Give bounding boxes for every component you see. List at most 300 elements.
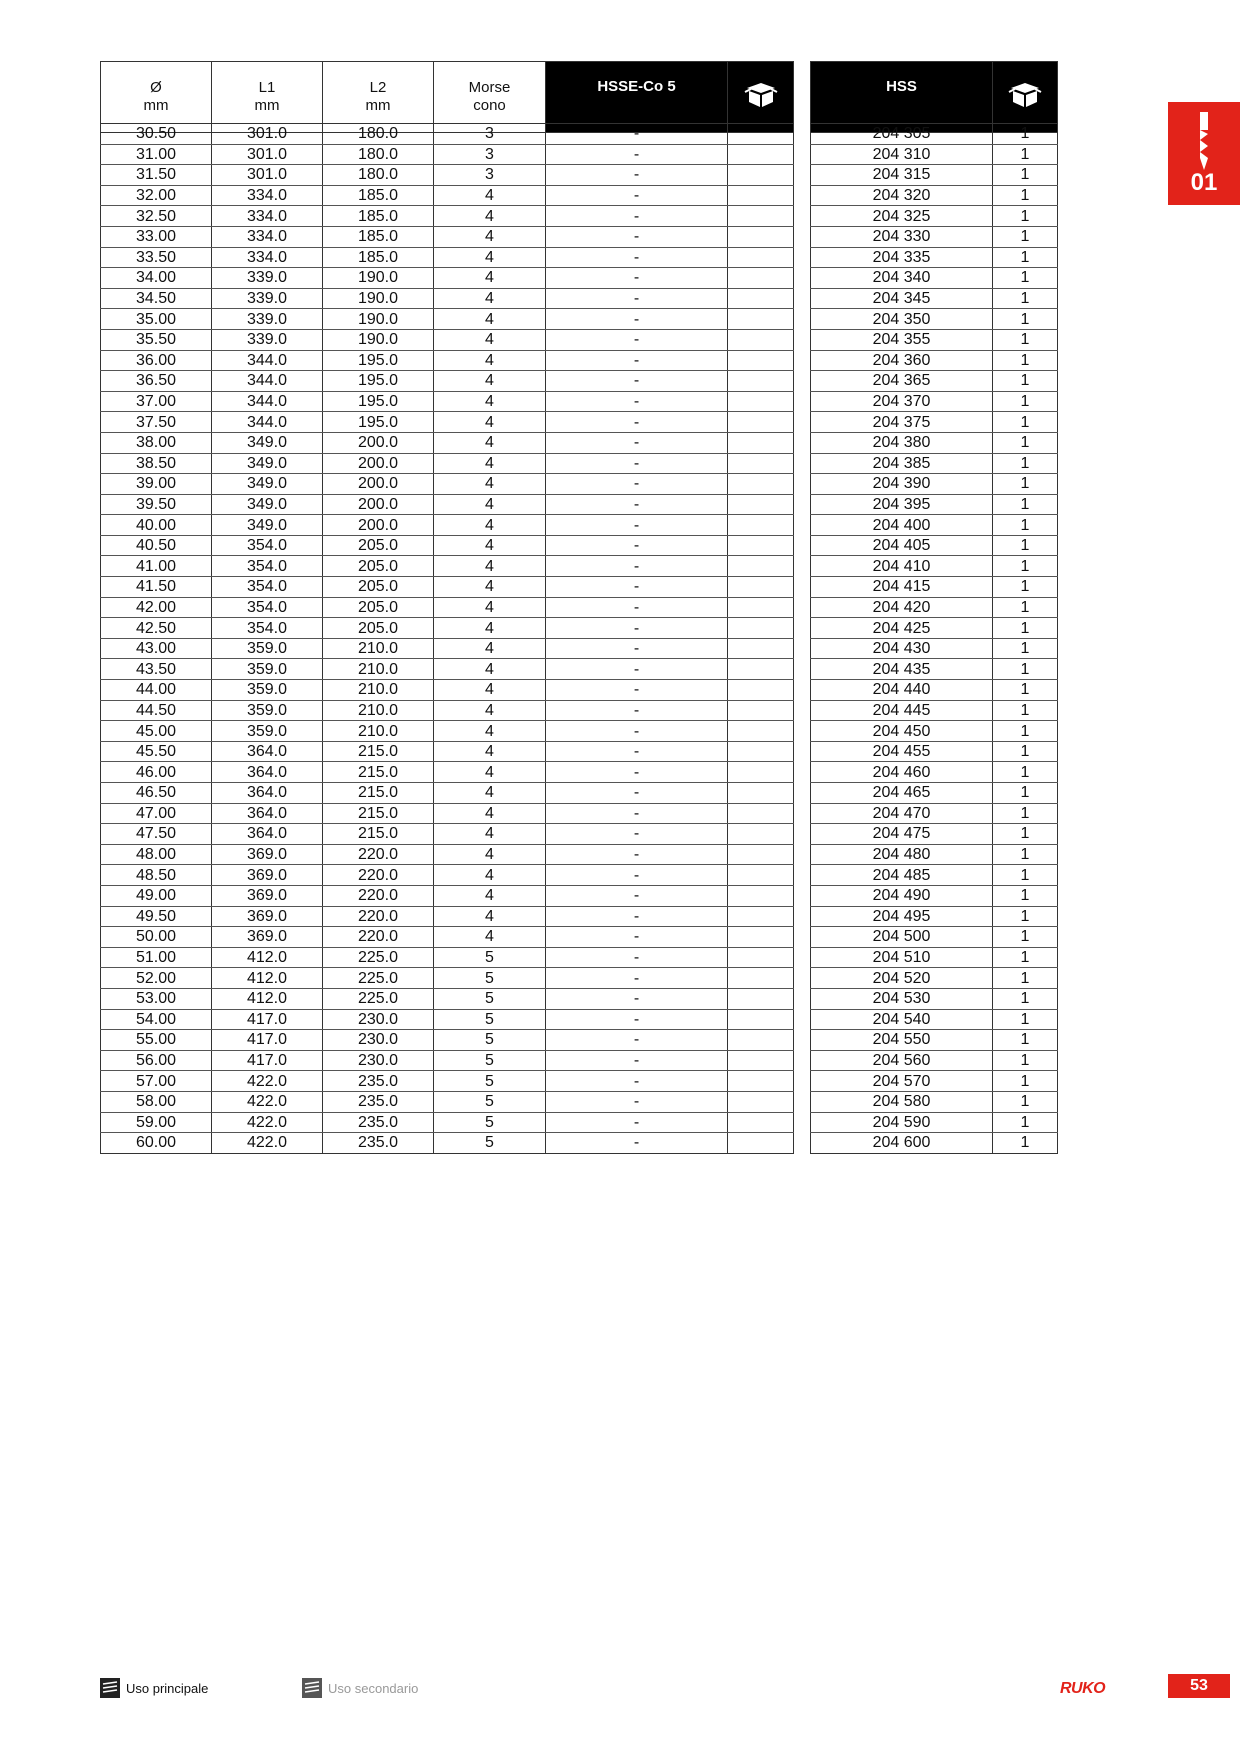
table-row [811, 165, 1058, 186]
cell-diameter: 46.00 [101, 762, 212, 783]
table-row [101, 350, 794, 371]
cell-pack-qty: 1 [993, 618, 1058, 639]
cell-article-number: 204 540 [811, 1009, 993, 1030]
cell-article-number: 204 425 [811, 618, 993, 639]
cell-l2: 185.0 [323, 247, 434, 268]
cell-l1: 364.0 [212, 824, 323, 845]
cell-hsse-pack [728, 515, 794, 536]
cell-pack-qty: 1 [993, 165, 1058, 186]
cell-l2: 205.0 [323, 556, 434, 577]
secondary-use-icon [302, 1678, 322, 1701]
legend-primary-label: Uso principale [126, 1680, 209, 1696]
table-row [101, 721, 794, 742]
cell-pack-qty: 1 [993, 885, 1058, 906]
table-row [101, 226, 794, 247]
cell-morse: 4 [434, 432, 546, 453]
cell-pack-qty: 1 [993, 1071, 1058, 1092]
cell-diameter: 32.50 [101, 206, 212, 227]
cell-diameter: 48.00 [101, 844, 212, 865]
cell-hsse: - [546, 1009, 728, 1030]
cell-diameter: 34.00 [101, 268, 212, 289]
cell-morse: 4 [434, 700, 546, 721]
cell-l1: 412.0 [212, 988, 323, 1009]
cell-morse: 4 [434, 226, 546, 247]
table-row [811, 144, 1058, 165]
cell-l1: 359.0 [212, 659, 323, 680]
cell-hsse-pack [728, 1009, 794, 1030]
cell-pack-qty: 1 [993, 268, 1058, 289]
table-row [811, 927, 1058, 948]
box-icon [728, 62, 794, 133]
cell-hsse: - [546, 268, 728, 289]
cell-hsse-pack [728, 247, 794, 268]
cell-diameter: 33.00 [101, 226, 212, 247]
table-row [811, 844, 1058, 865]
table-row [101, 741, 794, 762]
cell-hsse: - [546, 906, 728, 927]
cell-l2: 185.0 [323, 185, 434, 206]
cell-l1: 349.0 [212, 453, 323, 474]
cell-pack-qty: 1 [993, 1009, 1058, 1030]
cell-l1: 339.0 [212, 329, 323, 350]
table-row [811, 226, 1058, 247]
table-row [811, 432, 1058, 453]
table-row [101, 412, 794, 433]
cell-pack-qty: 1 [993, 185, 1058, 206]
cell-morse: 5 [434, 988, 546, 1009]
cell-pack-qty: 1 [993, 968, 1058, 989]
cell-morse: 4 [434, 556, 546, 577]
table-row [101, 762, 794, 783]
cell-l2: 190.0 [323, 268, 434, 289]
cell-l1: 334.0 [212, 206, 323, 227]
cell-diameter: 34.50 [101, 288, 212, 309]
cell-l2: 225.0 [323, 968, 434, 989]
table-row [811, 968, 1058, 989]
cell-pack-qty: 1 [993, 947, 1058, 968]
table-row [101, 494, 794, 515]
cell-morse: 5 [434, 968, 546, 989]
cell-pack-qty: 1 [993, 927, 1058, 948]
cell-pack-qty: 1 [993, 659, 1058, 680]
table-row [101, 124, 794, 145]
cell-l2: 190.0 [323, 329, 434, 350]
cell-hsse: - [546, 535, 728, 556]
cell-l2: 180.0 [323, 165, 434, 186]
cell-hsse: - [546, 618, 728, 639]
cell-hsse-pack [728, 721, 794, 742]
cell-diameter: 42.50 [101, 618, 212, 639]
cell-hsse-pack [728, 206, 794, 227]
cell-diameter: 57.00 [101, 1071, 212, 1092]
cell-hsse-pack [728, 1071, 794, 1092]
cell-l2: 195.0 [323, 350, 434, 371]
table-row [101, 1071, 794, 1092]
cell-article-number: 204 580 [811, 1091, 993, 1112]
cell-article-number: 204 400 [811, 515, 993, 536]
cell-l2: 210.0 [323, 680, 434, 701]
table-row [811, 350, 1058, 371]
cell-hsse-pack [728, 1133, 794, 1154]
cell-l2: 200.0 [323, 494, 434, 515]
cell-article-number: 204 370 [811, 391, 993, 412]
cell-l2: 200.0 [323, 474, 434, 495]
cell-hsse-pack [728, 659, 794, 680]
cell-article-number: 204 430 [811, 638, 993, 659]
cell-l1: 344.0 [212, 371, 323, 392]
cell-diameter: 58.00 [101, 1091, 212, 1112]
cell-hsse-pack [728, 1091, 794, 1112]
cell-l2: 205.0 [323, 535, 434, 556]
cell-article-number: 204 500 [811, 927, 993, 948]
cell-pack-qty: 1 [993, 721, 1058, 742]
cell-hsse: - [546, 206, 728, 227]
cell-l2: 205.0 [323, 597, 434, 618]
cell-diameter: 30.50 [101, 124, 212, 145]
cell-hsse-pack [728, 988, 794, 1009]
table-row [101, 1112, 794, 1133]
chapter-number: 01 [1190, 169, 1218, 196]
cell-pack-qty: 1 [993, 124, 1058, 145]
cell-l2: 235.0 [323, 1133, 434, 1154]
cell-l2: 200.0 [323, 515, 434, 536]
cell-l2: 230.0 [323, 1050, 434, 1071]
cell-diameter: 48.50 [101, 865, 212, 886]
table-row [811, 268, 1058, 289]
cell-article-number: 204 445 [811, 700, 993, 721]
cell-diameter: 47.50 [101, 824, 212, 845]
cell-pack-qty: 1 [993, 226, 1058, 247]
cell-hsse: - [546, 803, 728, 824]
table-row [811, 659, 1058, 680]
cell-hsse: - [546, 391, 728, 412]
table-row [101, 185, 794, 206]
cell-pack-qty: 1 [993, 988, 1058, 1009]
table-row [811, 1030, 1058, 1051]
cell-l1: 301.0 [212, 124, 323, 145]
cell-pack-qty: 1 [993, 1091, 1058, 1112]
cell-morse: 5 [434, 1050, 546, 1071]
cell-pack-qty: 1 [993, 865, 1058, 886]
cell-l2: 220.0 [323, 927, 434, 948]
table-row [811, 618, 1058, 639]
cell-pack-qty: 1 [993, 309, 1058, 330]
cell-diameter: 49.50 [101, 906, 212, 927]
cell-morse: 4 [434, 329, 546, 350]
table-row [811, 124, 1058, 145]
cell-pack-qty: 1 [993, 741, 1058, 762]
cell-article-number: 204 560 [811, 1050, 993, 1071]
cell-hsse: - [546, 762, 728, 783]
cell-article-number: 204 530 [811, 988, 993, 1009]
cell-article-number: 204 350 [811, 309, 993, 330]
cell-article-number: 204 440 [811, 680, 993, 701]
table-row [101, 659, 794, 680]
cell-article-number: 204 375 [811, 412, 993, 433]
cell-hsse-pack [728, 885, 794, 906]
cell-diameter: 38.00 [101, 432, 212, 453]
table-row [811, 577, 1058, 598]
cell-hsse-pack [728, 947, 794, 968]
cell-l1: 354.0 [212, 535, 323, 556]
cell-article-number: 204 550 [811, 1030, 993, 1051]
table-row [811, 185, 1058, 206]
table-row [811, 638, 1058, 659]
cell-l2: 225.0 [323, 947, 434, 968]
cell-morse: 4 [434, 247, 546, 268]
cell-l1: 369.0 [212, 865, 323, 886]
cell-morse: 4 [434, 885, 546, 906]
cell-morse: 3 [434, 165, 546, 186]
table-row [101, 432, 794, 453]
table-row [101, 206, 794, 227]
cell-l2: 225.0 [323, 988, 434, 1009]
cell-article-number: 204 345 [811, 288, 993, 309]
table-row [811, 741, 1058, 762]
table-row [101, 1091, 794, 1112]
cell-pack-qty: 1 [993, 144, 1058, 165]
cell-pack-qty: 1 [993, 432, 1058, 453]
table-row [811, 783, 1058, 804]
cell-l2: 220.0 [323, 844, 434, 865]
cell-morse: 4 [434, 844, 546, 865]
cell-hsse-pack [728, 824, 794, 845]
cell-diameter: 45.00 [101, 721, 212, 742]
cell-l1: 417.0 [212, 1050, 323, 1071]
cell-pack-qty: 1 [993, 803, 1058, 824]
cell-hsse-pack [728, 288, 794, 309]
cell-morse: 4 [434, 391, 546, 412]
cell-article-number: 204 330 [811, 226, 993, 247]
cell-hsse: - [546, 680, 728, 701]
cell-l2: 215.0 [323, 741, 434, 762]
cell-diameter: 32.00 [101, 185, 212, 206]
cell-hsse: - [546, 1112, 728, 1133]
cell-hsse: - [546, 432, 728, 453]
cell-hsse: - [546, 247, 728, 268]
cell-l1: 422.0 [212, 1133, 323, 1154]
cell-hsse-pack [728, 700, 794, 721]
cell-l2: 215.0 [323, 803, 434, 824]
cell-diameter: 39.50 [101, 494, 212, 515]
cell-l1: 349.0 [212, 515, 323, 536]
cell-pack-qty: 1 [993, 535, 1058, 556]
cell-l1: 412.0 [212, 968, 323, 989]
table-row [101, 927, 794, 948]
table-row [101, 885, 794, 906]
cell-article-number: 204 305 [811, 124, 993, 145]
table-row [101, 680, 794, 701]
cell-article-number: 204 320 [811, 185, 993, 206]
table-row [811, 474, 1058, 495]
cell-diameter: 44.00 [101, 680, 212, 701]
cell-l2: 220.0 [323, 885, 434, 906]
cell-diameter: 36.00 [101, 350, 212, 371]
cell-pack-qty: 1 [993, 700, 1058, 721]
table-row [811, 700, 1058, 721]
cell-diameter: 49.00 [101, 885, 212, 906]
cell-article-number: 204 390 [811, 474, 993, 495]
cell-pack-qty: 1 [993, 247, 1058, 268]
table-row [101, 371, 794, 392]
cell-l2: 215.0 [323, 783, 434, 804]
cell-morse: 4 [434, 515, 546, 536]
cell-morse: 4 [434, 309, 546, 330]
cell-l2: 210.0 [323, 721, 434, 742]
cell-l2: 180.0 [323, 124, 434, 145]
table-row [101, 165, 794, 186]
table-row [101, 783, 794, 804]
table-row [811, 1050, 1058, 1071]
cell-morse: 4 [434, 659, 546, 680]
cell-l1: 364.0 [212, 783, 323, 804]
cell-article-number: 204 380 [811, 432, 993, 453]
cell-l1: 349.0 [212, 494, 323, 515]
cell-l1: 344.0 [212, 412, 323, 433]
table-row [811, 906, 1058, 927]
cell-l1: 417.0 [212, 1030, 323, 1051]
cell-l2: 195.0 [323, 412, 434, 433]
cell-l1: 422.0 [212, 1091, 323, 1112]
table-row [811, 803, 1058, 824]
table-row [811, 762, 1058, 783]
cell-hsse-pack [728, 597, 794, 618]
cell-l1: 301.0 [212, 144, 323, 165]
chapter-tab [1168, 102, 1240, 205]
cell-article-number: 204 435 [811, 659, 993, 680]
cell-pack-qty: 1 [993, 597, 1058, 618]
cell-morse: 5 [434, 1071, 546, 1092]
table-row [101, 535, 794, 556]
cell-hsse-pack [728, 741, 794, 762]
cell-pack-qty: 1 [993, 762, 1058, 783]
cell-diameter: 53.00 [101, 988, 212, 1009]
cell-diameter: 60.00 [101, 1133, 212, 1154]
drill-bit-icon [1192, 110, 1216, 172]
cell-hsse: - [546, 865, 728, 886]
cell-hsse: - [546, 721, 728, 742]
cell-article-number: 204 570 [811, 1071, 993, 1092]
table-row [811, 556, 1058, 577]
cell-hsse-pack [728, 783, 794, 804]
table-row [101, 144, 794, 165]
cell-article-number: 204 600 [811, 1133, 993, 1154]
cell-hsse-pack [728, 350, 794, 371]
table-row [811, 309, 1058, 330]
cell-l2: 205.0 [323, 618, 434, 639]
cell-morse: 4 [434, 185, 546, 206]
cell-pack-qty: 1 [993, 680, 1058, 701]
cell-article-number: 204 335 [811, 247, 993, 268]
table-row [101, 1050, 794, 1071]
cell-hsse-pack [728, 1050, 794, 1071]
cell-hsse: - [546, 1030, 728, 1051]
table-row [101, 453, 794, 474]
table-row [101, 824, 794, 845]
cell-l1: 369.0 [212, 844, 323, 865]
cell-diameter: 35.00 [101, 309, 212, 330]
cell-hsse-pack [728, 865, 794, 886]
cell-l1: 364.0 [212, 803, 323, 824]
cell-morse: 5 [434, 1009, 546, 1030]
cell-hsse: - [546, 515, 728, 536]
cell-l2: 220.0 [323, 906, 434, 927]
cell-diameter: 33.50 [101, 247, 212, 268]
cell-diameter: 35.50 [101, 329, 212, 350]
cell-article-number: 204 590 [811, 1112, 993, 1133]
table-row [811, 247, 1058, 268]
cell-hsse-pack [728, 556, 794, 577]
cell-hsse: - [546, 988, 728, 1009]
cell-hsse-pack [728, 638, 794, 659]
table-row [811, 515, 1058, 536]
cell-hsse-pack [728, 803, 794, 824]
cell-hsse-pack [728, 391, 794, 412]
cell-article-number: 204 520 [811, 968, 993, 989]
table-row [811, 597, 1058, 618]
cell-article-number: 204 495 [811, 906, 993, 927]
cell-morse: 5 [434, 947, 546, 968]
cell-pack-qty: 1 [993, 906, 1058, 927]
cell-l2: 220.0 [323, 865, 434, 886]
hss-table-body [810, 123, 1058, 1154]
cell-hsse: - [546, 1071, 728, 1092]
cell-hsse: - [546, 638, 728, 659]
cell-hsse: - [546, 1050, 728, 1071]
cell-hsse-pack [728, 1030, 794, 1051]
cell-morse: 4 [434, 721, 546, 742]
table-row [811, 1112, 1058, 1133]
cell-morse: 4 [434, 577, 546, 598]
table-row [101, 865, 794, 886]
cell-pack-qty: 1 [993, 1030, 1058, 1051]
cell-diameter: 40.50 [101, 535, 212, 556]
cell-hsse: - [546, 659, 728, 680]
cell-hsse-pack [728, 535, 794, 556]
cell-l2: 210.0 [323, 659, 434, 680]
cell-morse: 4 [434, 865, 546, 886]
cell-hsse: - [546, 577, 728, 598]
table-row [101, 391, 794, 412]
table-row [101, 803, 794, 824]
table-row [101, 968, 794, 989]
table-row [101, 1133, 794, 1154]
cell-l1: 364.0 [212, 741, 323, 762]
cell-hsse: - [546, 185, 728, 206]
cell-l1: 349.0 [212, 432, 323, 453]
table-row [811, 371, 1058, 392]
cell-morse: 4 [434, 535, 546, 556]
cell-morse: 4 [434, 268, 546, 289]
cell-hsse: - [546, 741, 728, 762]
table-row [101, 577, 794, 598]
cell-hsse-pack [728, 226, 794, 247]
cell-morse: 4 [434, 206, 546, 227]
cell-pack-qty: 1 [993, 350, 1058, 371]
cell-l2: 200.0 [323, 432, 434, 453]
cell-hsse-pack [728, 453, 794, 474]
table-row [811, 824, 1058, 845]
cell-diameter: 36.50 [101, 371, 212, 392]
cell-hsse: - [546, 371, 728, 392]
cell-l1: 359.0 [212, 638, 323, 659]
cell-diameter: 43.00 [101, 638, 212, 659]
cell-hsse: - [546, 844, 728, 865]
table-row [101, 638, 794, 659]
cell-hsse: - [546, 144, 728, 165]
cell-pack-qty: 1 [993, 206, 1058, 227]
cell-hsse: - [546, 556, 728, 577]
